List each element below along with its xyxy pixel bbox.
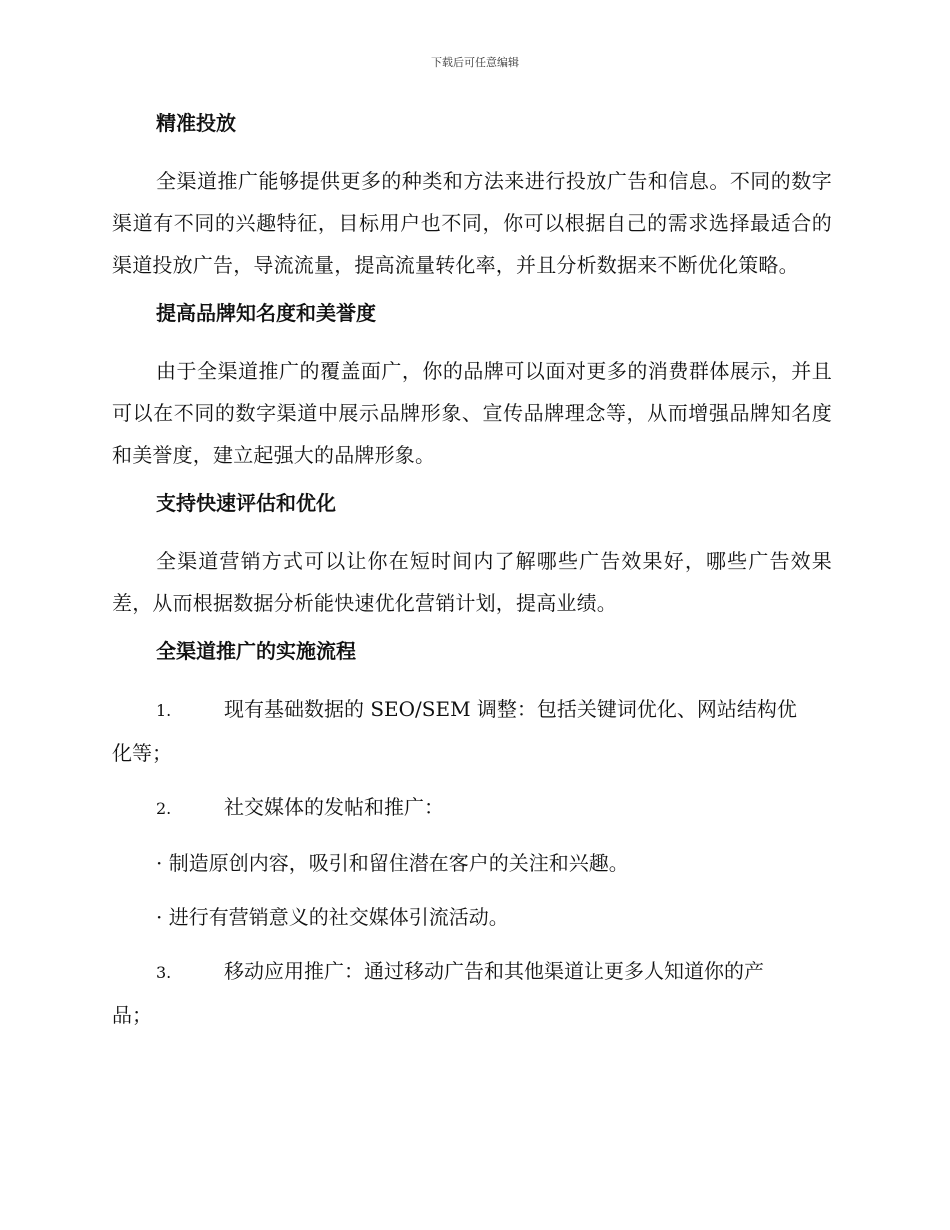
list-number: 1.: [156, 701, 172, 720]
list-text-continued: 化等；: [112, 741, 172, 765]
list-item-step-3: [112, 950, 832, 1036]
list-text-continued: 品；: [112, 1003, 152, 1027]
bullet-item-original-content: · 制造原创内容，吸引和留住潜在客户的关注和兴趣。: [156, 851, 629, 875]
list-number: 2.: [156, 799, 172, 818]
section-paragraph-brand-awareness: 由于全渠道推广的覆盖面广，你的品牌可以面对更多的消费群体展示，并且可以在不同的数字渠道中展示品牌形象、宣传品牌理念等，从而增强品牌知名度和美誉度，建立起强大的品牌形象。: [112, 359, 832, 467]
list-number: 3.: [156, 963, 172, 982]
document-body: [112, 108, 832, 1048]
list-text: 移动应用推广：通过移动广告和其他渠道让更多人知道你的产: [224, 959, 764, 983]
list-text: 社交媒体的发帖和推广：: [224, 795, 444, 819]
list-text: 现有基础数据的 SEO/SEM 调整：包括关键词优化、网站结构优: [224, 697, 797, 721]
section-heading-implementation: 全渠道推广的实施流程: [156, 639, 356, 663]
section-paragraph-evaluation: 全渠道营销方式可以让你在短时间内了解哪些广告效果好，哪些广告效果差，从而根据数据分析能快速优化营销计划，提高业绩。: [112, 549, 832, 615]
section-heading-precise-delivery: 精准投放: [156, 111, 236, 135]
section-heading-evaluation: 支持快速评估和优化: [156, 491, 336, 515]
bullet-item-social-traffic: · 进行有营销意义的社交媒体引流活动。: [156, 905, 509, 929]
section-paragraph-precise-delivery: 全渠道推广能够提供更多的种类和方法来进行投放广告和信息。不同的数字渠道有不同的兴趣特征，目标用户也不同，你可以根据自己的需求选择最适合的渠道投放广告，导流流量，提高流量转化率，并且分析数据来不断优化策略。: [112, 169, 832, 277]
page-header: 下载后可任意编辑: [431, 56, 519, 69]
section-heading-brand-awareness: 提高品牌知名度和美誉度: [156, 301, 376, 325]
list-item-step-2: [112, 786, 832, 830]
list-item-step-1: [112, 688, 832, 774]
